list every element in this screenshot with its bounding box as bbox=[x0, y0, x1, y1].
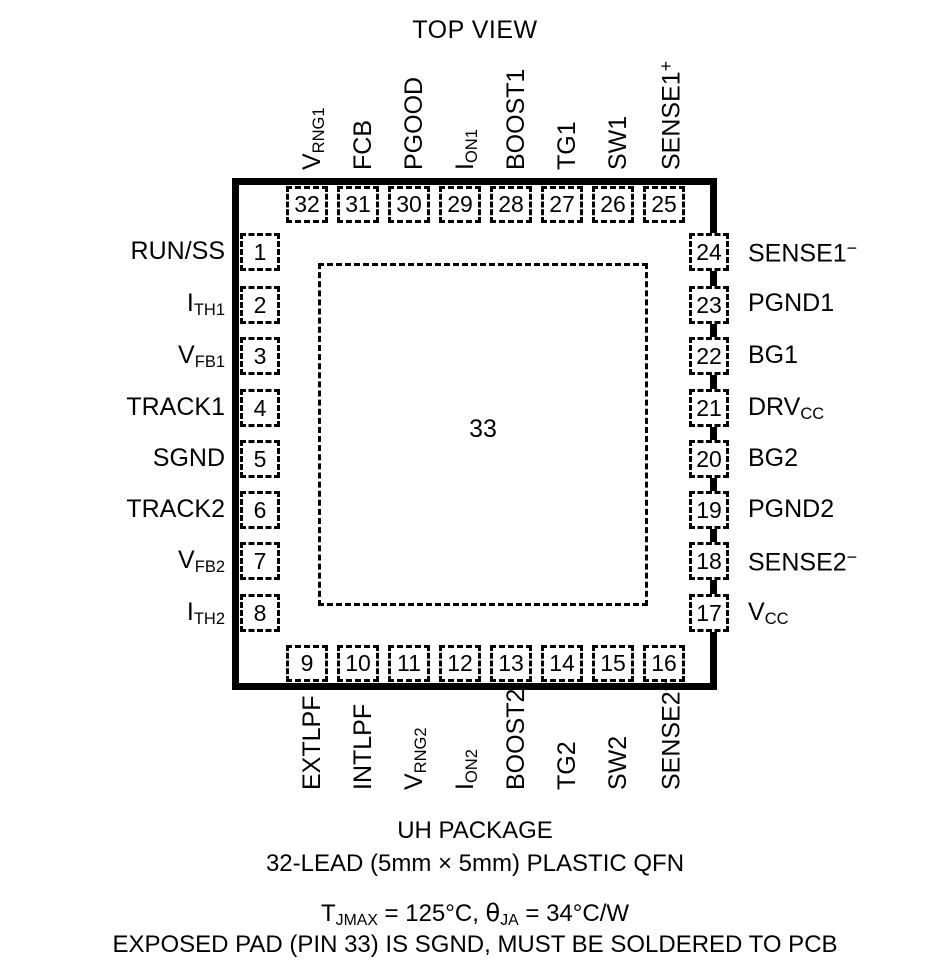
exposed-pad-note: EXPOSED PAD (PIN 33) IS SGND, MUST BE SOLDERED TO PCB bbox=[112, 931, 838, 958]
pad-4[interactable]: 4 bbox=[240, 389, 280, 427]
pad-24[interactable]: 24 bbox=[689, 233, 729, 271]
pad-9[interactable]: 9 bbox=[286, 645, 328, 682]
exposed-pad-number: 33 bbox=[469, 415, 497, 443]
pad-21[interactable]: 21 bbox=[689, 389, 729, 427]
pin-label-tg2: TG2 bbox=[553, 741, 581, 790]
pad-2[interactable]: 2 bbox=[240, 286, 280, 324]
pad-17[interactable]: 17 bbox=[689, 594, 729, 632]
pin-label-ith1: $I_{TH1}$ bbox=[186, 289, 225, 320]
pin-label-boost1: BOOST1 bbox=[502, 68, 530, 170]
pad-11[interactable]: 11 bbox=[388, 645, 430, 682]
pad-8[interactable]: 8 bbox=[240, 594, 280, 632]
pin-label-bg2: BG2 bbox=[748, 444, 799, 472]
pin-label-pgnd1: PGND1 bbox=[748, 289, 835, 317]
pin-label-sw2: SW2 bbox=[604, 735, 632, 790]
pad-10[interactable]: 10 bbox=[337, 645, 379, 682]
pin-label-sgnd: SGND bbox=[152, 444, 225, 472]
pin-label-runss: RUN/SS bbox=[130, 237, 225, 265]
pin-label-vfb1: $V_{FB1}$ bbox=[178, 341, 225, 372]
pad-29[interactable]: 29 bbox=[439, 186, 481, 223]
pad-25[interactable]: 25 bbox=[643, 186, 685, 223]
pin-label-vcc: $V_{CC}$ bbox=[748, 598, 789, 629]
pin-label-intlpf: INTLPF bbox=[349, 703, 377, 790]
pin-label-ion1: $I_{ON1}$ bbox=[451, 129, 482, 170]
pad-1[interactable]: 1 bbox=[240, 233, 280, 271]
pad-13[interactable]: 13 bbox=[490, 645, 532, 682]
pin-label-extlpf: EXTLPF bbox=[298, 695, 326, 790]
thermal-spec: $T_{JMAX} = 125^\circ C$, $\theta_{JA} = 34^\circ C/W$ bbox=[320, 899, 630, 929]
package-name: UH PACKAGE bbox=[397, 817, 553, 844]
pad-3[interactable]: 3 bbox=[240, 337, 280, 375]
pad-22[interactable]: 22 bbox=[689, 337, 729, 375]
pad-31[interactable]: 31 bbox=[337, 186, 379, 223]
pin-label-vfb2: $V_{FB2}$ bbox=[178, 546, 225, 577]
pad-6[interactable]: 6 bbox=[240, 491, 280, 529]
pin-label-fcb: FCB bbox=[349, 120, 377, 170]
pin-label-sense1n: SENSE1− bbox=[748, 238, 858, 268]
pin-label-sw1: SW1 bbox=[604, 115, 632, 170]
pin-label-sense1p: SENSE1+ bbox=[656, 60, 686, 170]
pin-label-pgood: PGOOD bbox=[400, 76, 428, 170]
pin-label-vrng2: $V_{RNG2}$ bbox=[400, 727, 431, 790]
pin-label-sense2p: SENSE2+ bbox=[656, 680, 686, 790]
pin-label-track1: TRACK1 bbox=[126, 393, 225, 421]
pin-label-pgnd2: PGND2 bbox=[748, 495, 835, 523]
package-description: 32-LEAD (5mm × 5mm) PLASTIC QFN bbox=[265, 850, 685, 877]
pad-15[interactable]: 15 bbox=[592, 645, 634, 682]
pin-label-ith2: $I_{TH2}$ bbox=[186, 598, 225, 629]
pin-label-tg1: TG1 bbox=[553, 121, 581, 170]
pad-32[interactable]: 32 bbox=[286, 186, 328, 223]
pad-16[interactable]: 16 bbox=[643, 645, 685, 682]
pad-27[interactable]: 27 bbox=[541, 186, 583, 223]
pad-28[interactable]: 28 bbox=[490, 186, 532, 223]
pad-14[interactable]: 14 bbox=[541, 645, 583, 682]
pad-18[interactable]: 18 bbox=[689, 542, 729, 580]
pad-23[interactable]: 23 bbox=[689, 286, 729, 324]
pin-label-drvcc: $DRV_{CC}$ bbox=[748, 393, 825, 424]
pad-5[interactable]: 5 bbox=[240, 440, 280, 478]
pin-label-vrng1: $V_{RNG1}$ bbox=[298, 107, 329, 170]
pad-30[interactable]: 30 bbox=[388, 186, 430, 223]
pad-26[interactable]: 26 bbox=[592, 186, 634, 223]
pad-20[interactable]: 20 bbox=[689, 440, 729, 478]
pin-label-bg1: BG1 bbox=[748, 341, 799, 369]
top-view-title: TOP VIEW bbox=[412, 16, 538, 44]
pin-label-track2: TRACK2 bbox=[126, 495, 225, 523]
pin-label-sense2n: SENSE2− bbox=[748, 547, 858, 577]
pad-12[interactable]: 12 bbox=[439, 645, 481, 682]
pad-19[interactable]: 19 bbox=[689, 491, 729, 529]
pin-label-boost2: BOOST2 bbox=[502, 688, 530, 790]
pin-label-ion2: $I_{ON2}$ bbox=[451, 749, 482, 790]
pad-7[interactable]: 7 bbox=[240, 542, 280, 580]
